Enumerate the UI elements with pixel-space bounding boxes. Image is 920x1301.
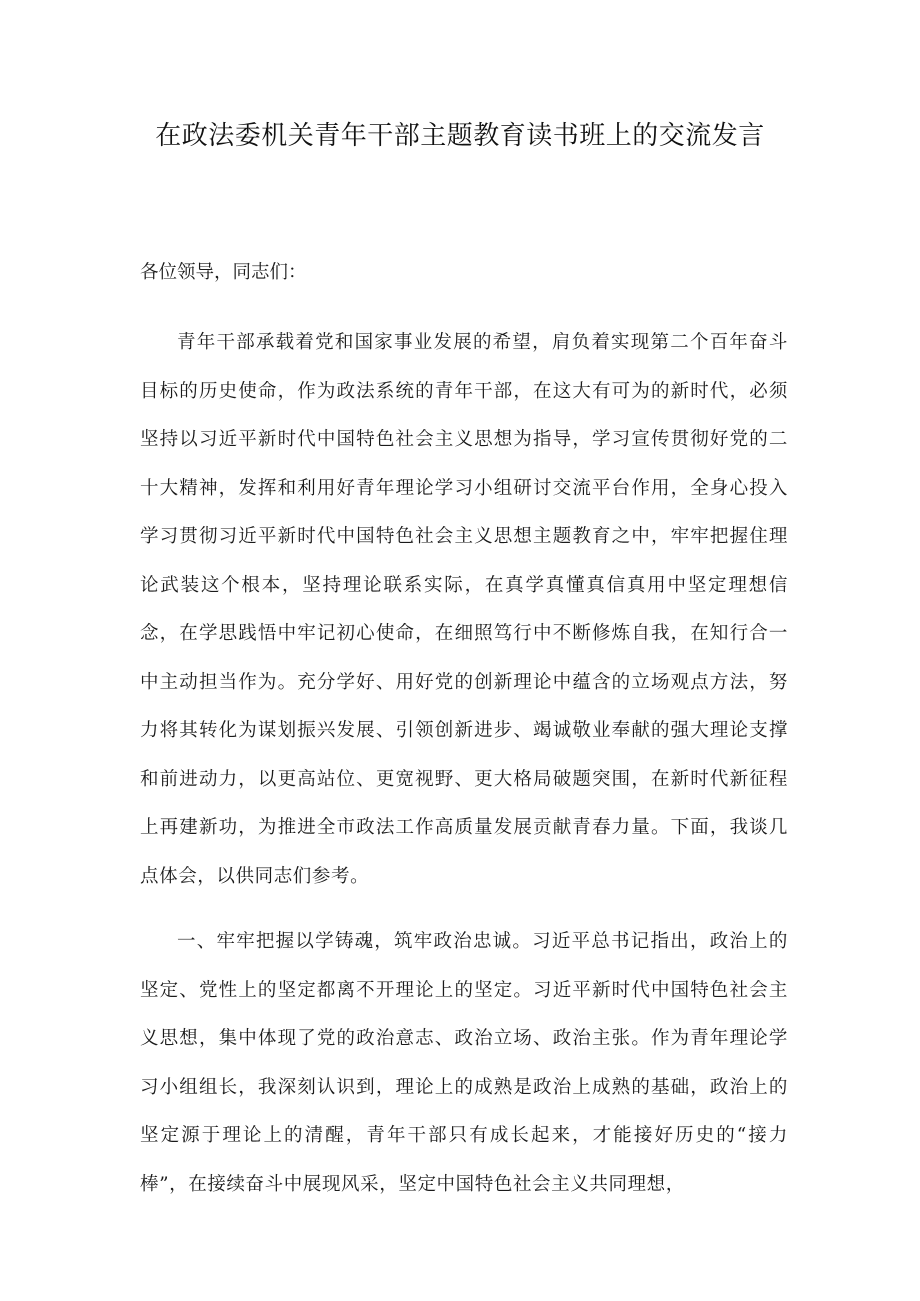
- paragraph-section-one: 一、牢牢把握以学铸魂，筑牢政治忠诚。习近平总书记指出，政治上的坚定、党性上的坚定都离不开理论上的坚定。习近平新时代中国特色社会主义思想，集中体现了党的政治意志、政治立场、政治主张。作为青年理论学习小组组长，我深刻认识到，理论上的成熟是政治上成熟的基础，政治上的坚定源于理论上的清醒，青年干部只有成长起来，才能接好历史的“接力棒”，在接续奋斗中展现风采，坚定中国特色社会主义共同理想，: [140, 931, 788, 1195]
- document-title: 在政法委机关青年干部主题教育读书班上的交流发言: [155, 121, 765, 151]
- salutation: 各位领导，同志们：: [140, 262, 307, 283]
- paragraph-intro: 青年干部承载着党和国家事业发展的希望，肩负着实现第二个百年奋斗目标的历史使命，作为政法系统的青年干部，在这大有可为的新时代，必须坚持以习近平新时代中国特色社会主义思想为指导，学习宣传贯彻好党的二十大精神，发挥和利用好青年理论学习小组研讨交流平台作用，全身心投入学习贯彻习近平新时代中国特色社会主义思想主题教育之中，牢牢把握住理论武装这个根本，坚持理论联系实际，在真学真懂真信真用中坚定理想信念，在学思践悟中牢记初心使命，在细照笃行中不断修炼自我，在知行合一中主动担当作为。充分学好、用好党的创新理论中蕴含的立场观点方法，努力将其转化为谋划振兴发展、引领创新进步、竭诚敬业奉献的强大理论支撑和前进动力，以更高站位、更宽视野、更大格局破题突围，在新时代新征程上再建新功，为推进全市政法工作高质量发展贡献青春力量。下面，我谈几点体会，以供同志们参考。: [140, 332, 788, 887]
